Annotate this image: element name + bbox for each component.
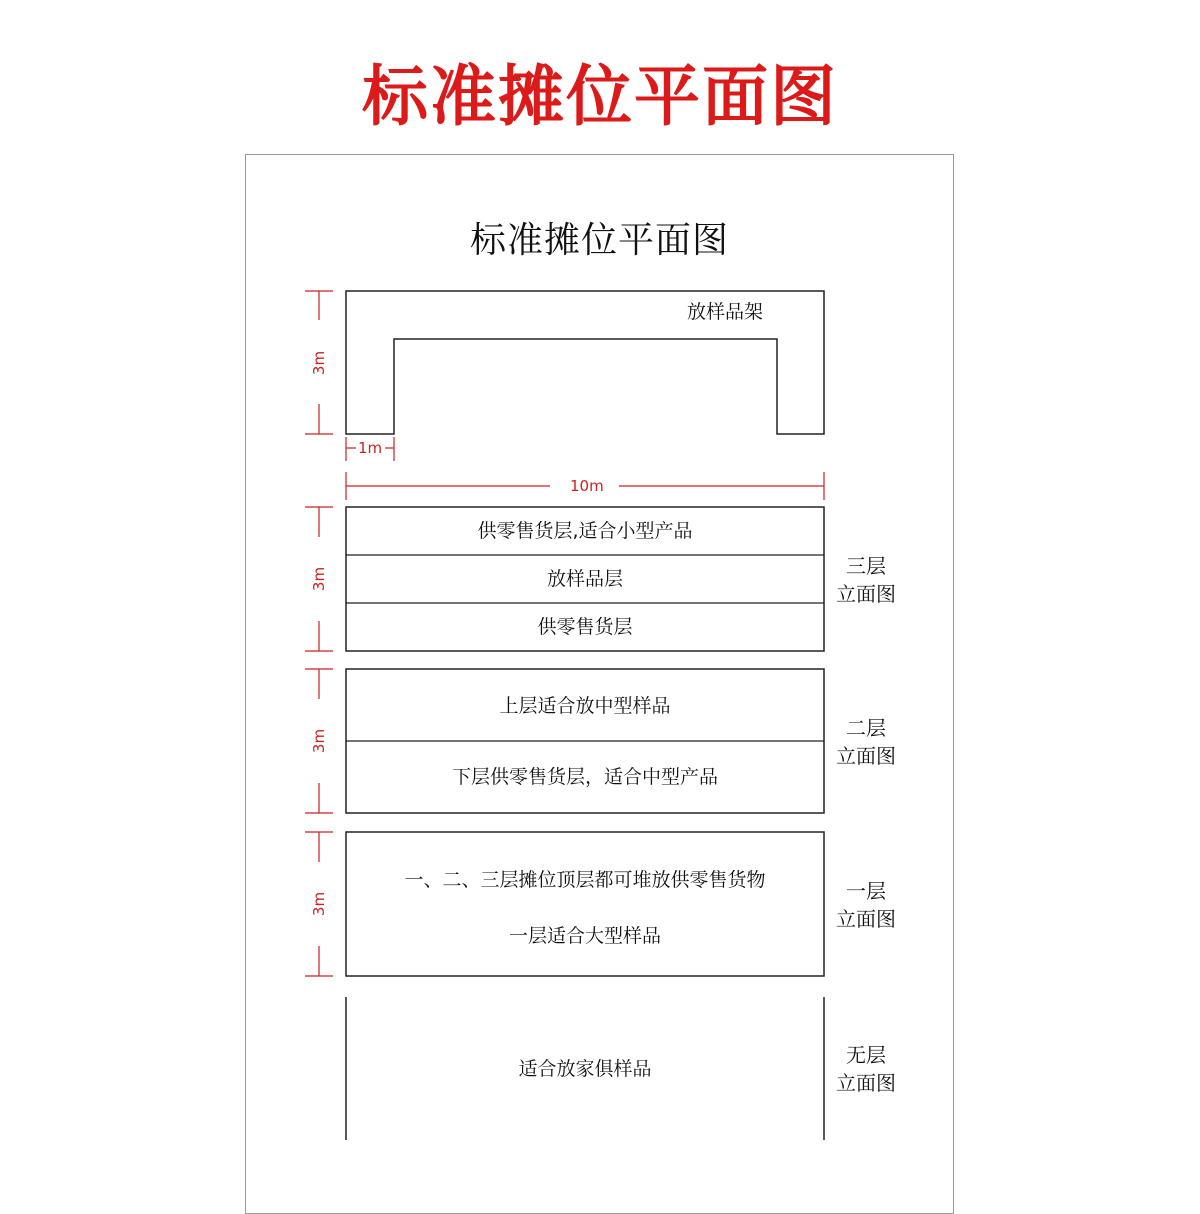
total-width-label: 10m bbox=[570, 477, 604, 495]
elevation-one-line-1: 一、二、三层摊位顶层都可堆放供零售货物 bbox=[404, 869, 766, 891]
sheet-title: 标准摊位平面图 bbox=[469, 220, 729, 261]
elevation-three-side-label bbox=[816, 552, 916, 608]
elevation-one-side-line-2: 立面图 bbox=[836, 907, 896, 931]
elevation-three-side-line-1: 三层 bbox=[846, 554, 886, 578]
elevation-two-side-line-2: 立面图 bbox=[836, 744, 896, 768]
elevation-none-side-line-2: 立面图 bbox=[836, 1071, 896, 1095]
elevation-two-side-line-1: 二层 bbox=[846, 716, 886, 740]
side-width-label: 1m bbox=[358, 439, 383, 457]
shelf-label: 放样品架 bbox=[686, 301, 764, 323]
elevation-two-row-2: 下层供零售货层，适合中型产品 bbox=[451, 766, 719, 788]
elevation-one-box bbox=[346, 832, 824, 976]
elevation-two-height-label: 3m bbox=[310, 728, 328, 754]
elevation-two-side-label bbox=[816, 714, 916, 770]
elevation-none-side-label bbox=[816, 1041, 916, 1097]
elevation-three-row-2: 放样品层 bbox=[546, 568, 624, 590]
elevation-three-height-label: 3m bbox=[310, 566, 328, 592]
elevation-one-side-label bbox=[816, 877, 916, 933]
plan-depth-label: 3m bbox=[310, 350, 328, 376]
page-title: 标准摊位平面图 bbox=[362, 58, 838, 135]
elevation-none-side-line-1: 无层 bbox=[846, 1043, 886, 1067]
elevation-three-side-line-2: 立面图 bbox=[836, 582, 896, 606]
elevation-one-side-line-1: 一层 bbox=[846, 879, 886, 903]
elevation-two-row-1: 上层适合放中型样品 bbox=[499, 695, 671, 717]
elevation-three-row-3: 供零售货层 bbox=[537, 616, 633, 638]
elevation-one-line-2: 一层适合大型样品 bbox=[508, 925, 662, 947]
elevation-none-text: 适合放家俱样品 bbox=[518, 1058, 652, 1080]
elevation-three-row-1: 供零售货层,适合小型产品 bbox=[477, 520, 693, 542]
elevation-one-height-label: 3m bbox=[310, 891, 328, 917]
